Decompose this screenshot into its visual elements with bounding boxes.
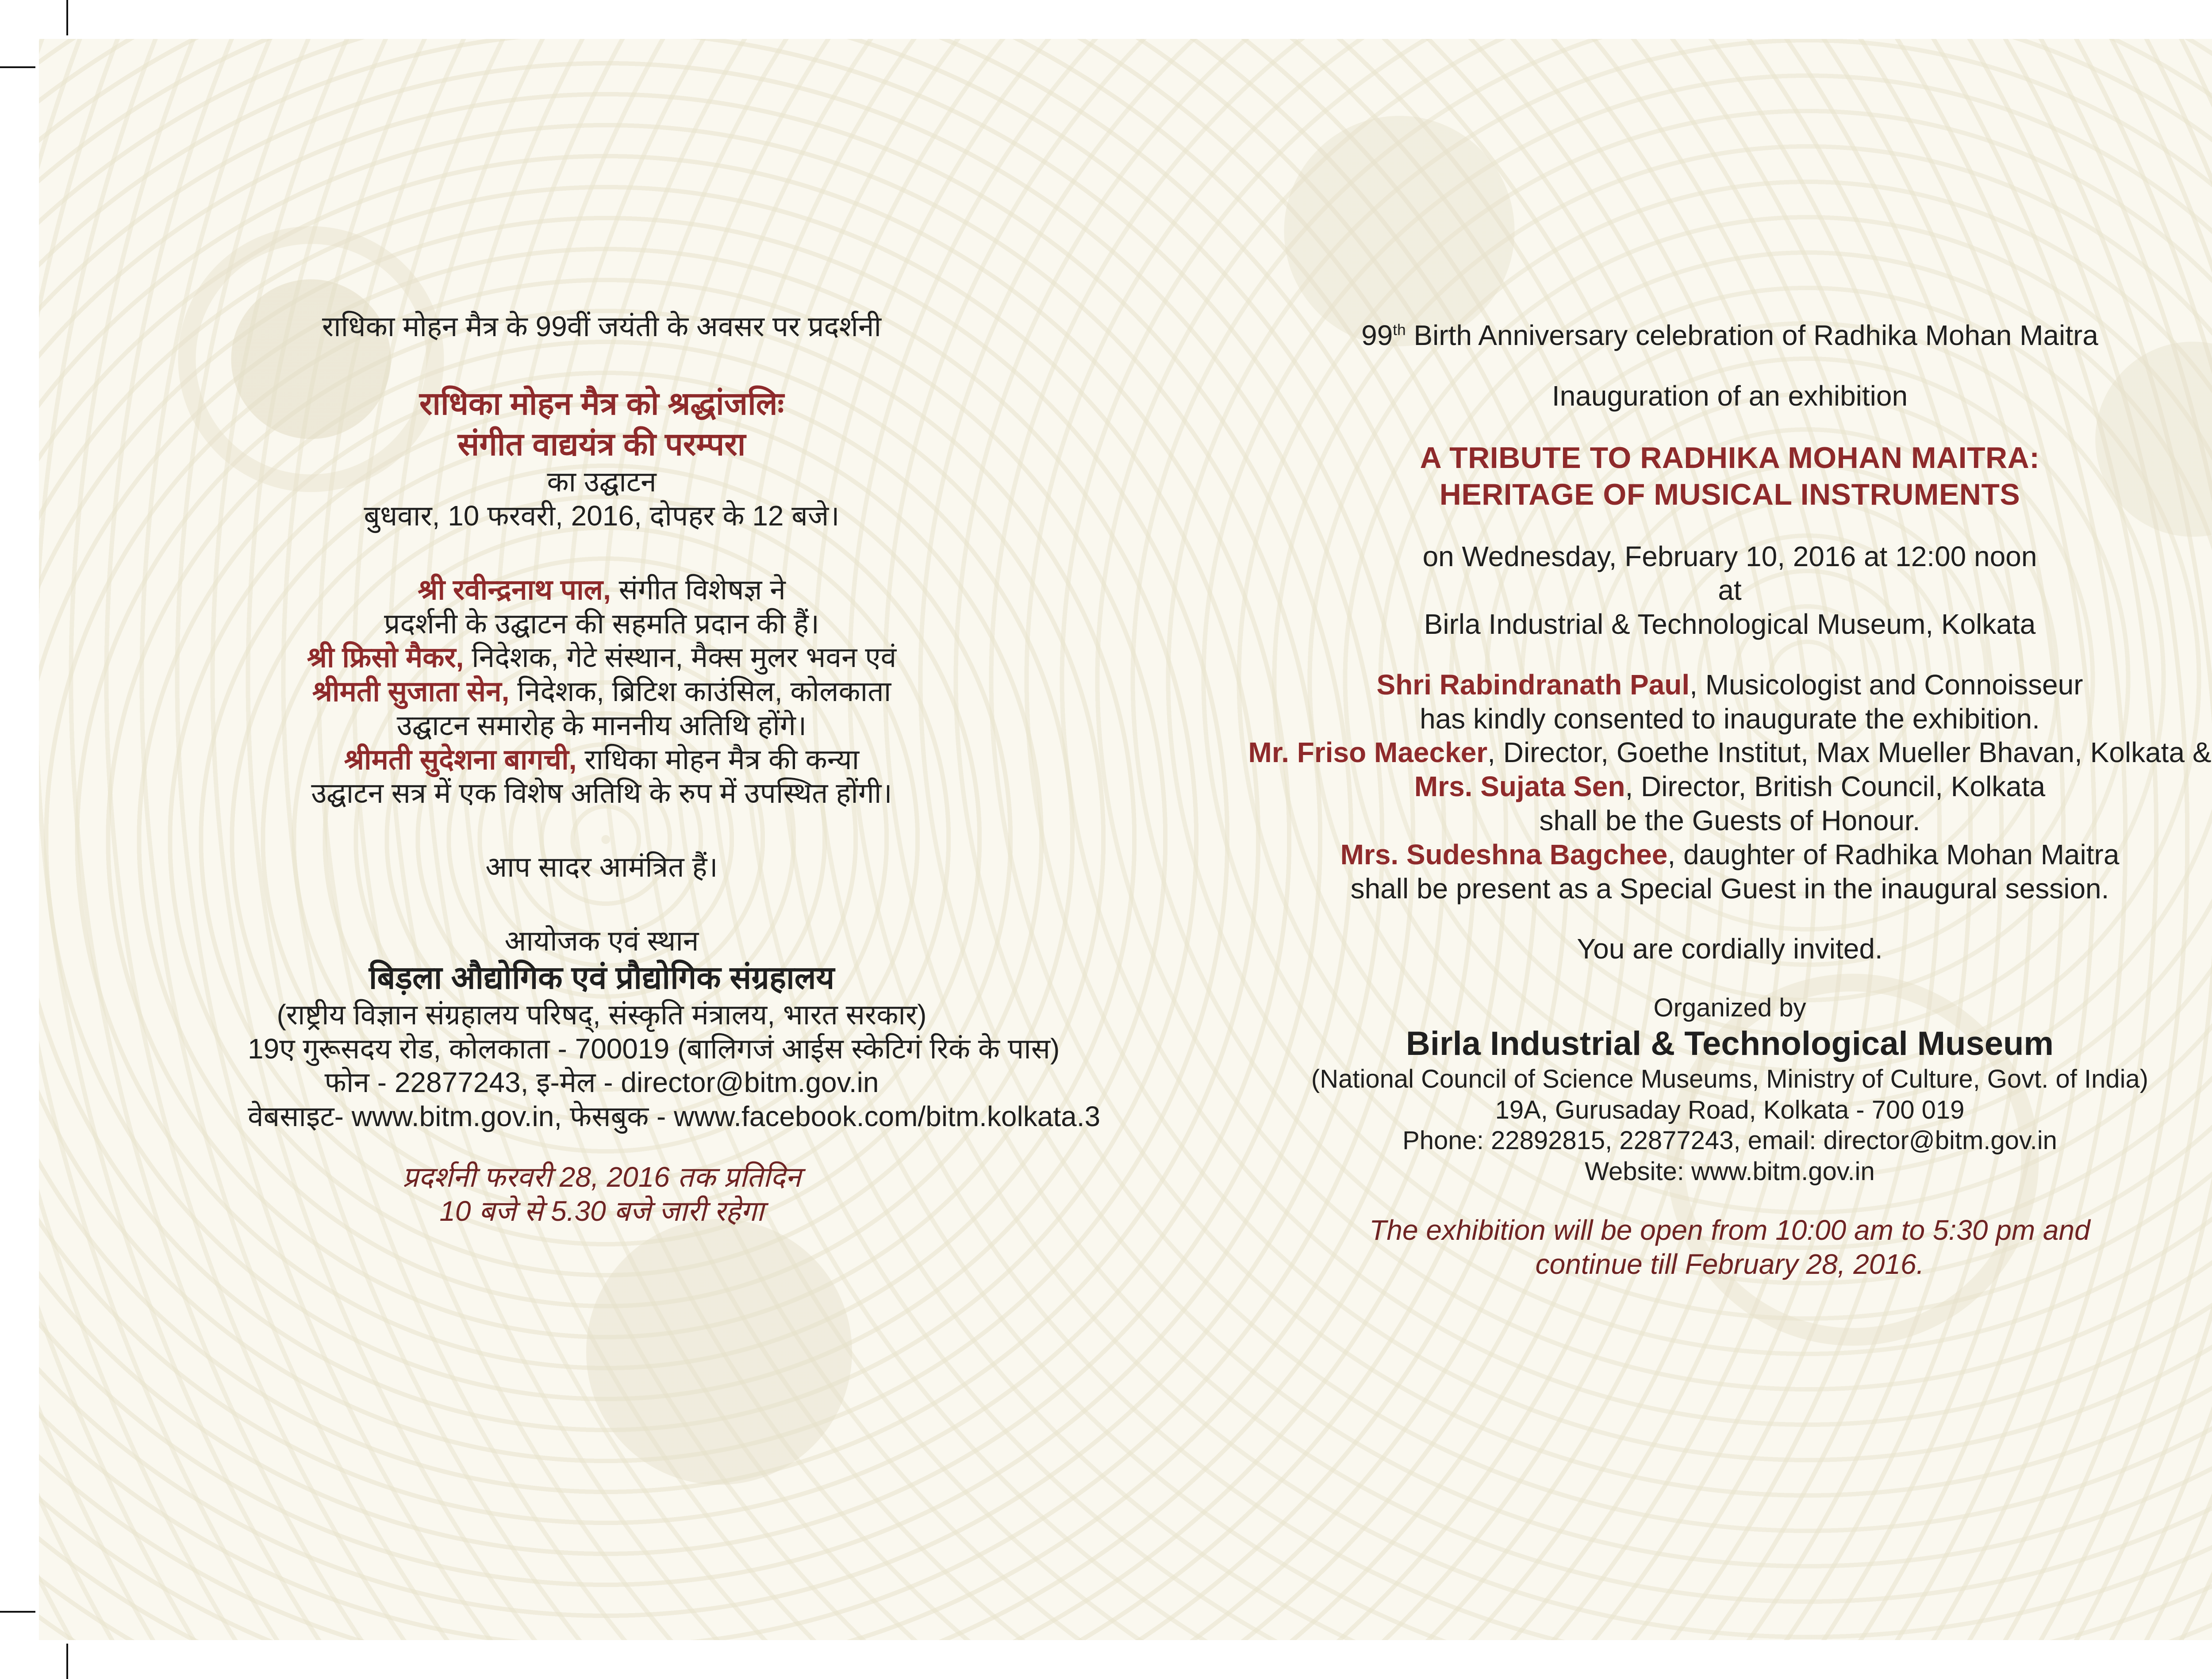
hindi-guest-4-role: राधिका मोहन मैत्र की कन्या (576, 743, 860, 775)
crop-mark-bl-v (66, 1644, 68, 1679)
hindi-guest-3 (248, 675, 956, 709)
english-timing-line-1: The exhibition will be open from 10:00 am to 5:30 pm and (1369, 1214, 2090, 1246)
anniversary-suffix: th (1393, 321, 1406, 339)
hindi-guest-1-name: श्री रवीन्द्रनाथ पाल, (418, 573, 611, 606)
crop-mark-bl-h (0, 1611, 35, 1613)
hindi-web-line: वेबसाइट- www.bitm.gov.in, फेसबुक - www.facebook.com/bitm.kolkata.3 (248, 1100, 1101, 1133)
english-guest-4-role: , daughter of Radhika Mohan Maitra (1667, 838, 2120, 870)
english-timing-line-2: continue till February 28, 2016. (1535, 1248, 1924, 1280)
hindi-organizer-name: बिड़ला औद्योगिक एवं प्रौद्योगिक संग्रहालय (369, 960, 835, 996)
english-guest-4 (1234, 838, 2212, 872)
english-guest-1-line-2: has kindly consented to inaugurate the exhibition. (1420, 702, 2040, 735)
hindi-guest-1 (248, 573, 956, 607)
english-special-guest-line: shall be present as a Special Guest in the inaugural session. (1350, 872, 2109, 905)
english-guest-2-role: , Director, Goethe Institut, Max Mueller Bhavan, Kolkata & (1487, 736, 2212, 769)
hindi-address-line: 19ए गुरूसदय रोड, कोलकाता - 700019 (बालिगजं आईस स्केटिगं रिकं के पास) (248, 1032, 1060, 1065)
english-guest-2-name: Mr. Friso Maecker (1248, 736, 1488, 769)
hindi-guest-3-name: श्रीमती सुजाता सेन, (312, 675, 510, 708)
english-guest-3-role: , Director, British Council, Kolkata (1625, 770, 2046, 803)
english-guest-1-name: Shri Rabindranath Paul (1376, 668, 1690, 701)
hindi-timing-line-1: प्रदर्शनी फरवरी 28, 2016 तक प्रतिदिन (402, 1161, 801, 1193)
english-address-line: 19A, Gurusaday Road, Kolkata - 700 019 (1495, 1095, 1965, 1124)
hindi-phone-line: फोन - 22877243, इ-मेल - director@bitm.gov.in (324, 1066, 879, 1099)
hindi-panel (248, 310, 1101, 1228)
hindi-guest-2-name: श्री फ्रिसो मैकर, (307, 641, 464, 674)
hindi-honour-line: उद्घाटन समारोह के माननीय अतिथि होंगे। (396, 709, 807, 741)
hindi-date-line: बुधवार, 10 फरवरी, 2016, दोपहर के 12 बजे। (364, 499, 840, 532)
english-guest-3-name: Mrs. Sujata Sen (1414, 770, 1625, 803)
english-guest-1-role: , Musicologist and Connoisseur (1690, 668, 2083, 701)
hindi-title-line-1: राधिका मोहन मैत्र को श्रद्धांजलिः (419, 386, 784, 422)
english-inauguration-line: Inauguration of an exhibition (1551, 380, 1908, 412)
english-guest-2 (1234, 736, 2212, 770)
english-organizer-name: Birla Industrial & Technological Museum (1406, 1024, 2054, 1062)
english-invite-line: You are cordially invited. (1577, 933, 1883, 965)
hindi-guest-2-role: निदेशक, गेटे संस्थान, मैक्स मुलर भवन एवं (464, 641, 897, 674)
anniversary-text: Birth Anniversary celebration of Radhika Mohan Maitra (1406, 319, 2098, 351)
crop-mark-tl-v (66, 0, 68, 35)
english-title-line-2: HERITAGE OF MUSICAL INSTRUMENTS (1439, 477, 2020, 511)
hindi-guest-3-role: निदेशक, ब्रिटिश काउंसिल, कोलकाता (509, 675, 891, 708)
hindi-invite-line: आप सादर आमंत्रित हैं। (485, 851, 718, 883)
english-phone-line: Phone: 22892815, 22877243, email: director@bitm.gov.in (1402, 1126, 2057, 1155)
hindi-title-line-2: संगीत वाद्ययंत्र की परम्परा (457, 426, 746, 462)
english-guest-4-name: Mrs. Sudeshna Bagchee (1340, 838, 1668, 870)
english-at-line: at (1718, 574, 1742, 606)
hindi-council-line: (राष्ट्रीय विज्ञान संग्रहालय परिषद्, संस्कृति मंत्रालय, भारत सरकार) (276, 998, 927, 1031)
english-date-line: on Wednesday, February 10, 2016 at 12:00 noon (1422, 540, 2037, 572)
hindi-guest-4-name: श्रीमती सुदेशना बागची, (344, 743, 577, 775)
anniversary-number: 99 (1361, 319, 1393, 351)
english-guest-1 (1234, 668, 2212, 702)
english-guest-3 (1234, 770, 2212, 804)
english-organizer-label: Organized by (1653, 993, 1806, 1023)
english-venue-line: Birla Industrial & Technological Museum, Kolkata (1424, 608, 2036, 640)
hindi-guest-4 (248, 743, 956, 777)
english-title-line-1: A TRIBUTE TO RADHIKA MOHAN MAITRA: (1420, 441, 2040, 475)
hindi-anniversary-line: राधिका मोहन मैत्र के 99वीं जयंती के अवसर पर प्रदर्शनी (322, 310, 882, 342)
hindi-organizer-label: आयोजक एवं स्थान (504, 925, 699, 957)
english-panel (1234, 318, 2212, 1281)
english-honour-line: shall be the Guests of Honour. (1539, 805, 1920, 837)
crop-mark-tl-h (0, 66, 35, 68)
hindi-timing-line-2: 10 बजे से 5.30 बजे जारी रहेगा (439, 1195, 764, 1227)
english-anniversary-line (1234, 318, 2212, 353)
english-council-line: (National Council of Science Museums, Ministry of Culture, Govt. of India) (1311, 1065, 2149, 1094)
hindi-inauguration-line: का उद्घाटन (547, 466, 657, 498)
hindi-guest-1-line-2: प्रदर्शनी के उद्घाटन की सहमति प्रदान की हैं। (384, 607, 820, 640)
hindi-special-guest-line: उद्घाटन सत्र में एक विशेष अतिथि के रुप में उपस्थित होंगी। (311, 777, 892, 809)
english-website-line: Website: www.bitm.gov.in (1585, 1157, 1875, 1186)
hindi-guest-2 (248, 640, 956, 675)
hindi-guest-1-role: संगीत विशेषज्ञ ने (611, 573, 786, 606)
